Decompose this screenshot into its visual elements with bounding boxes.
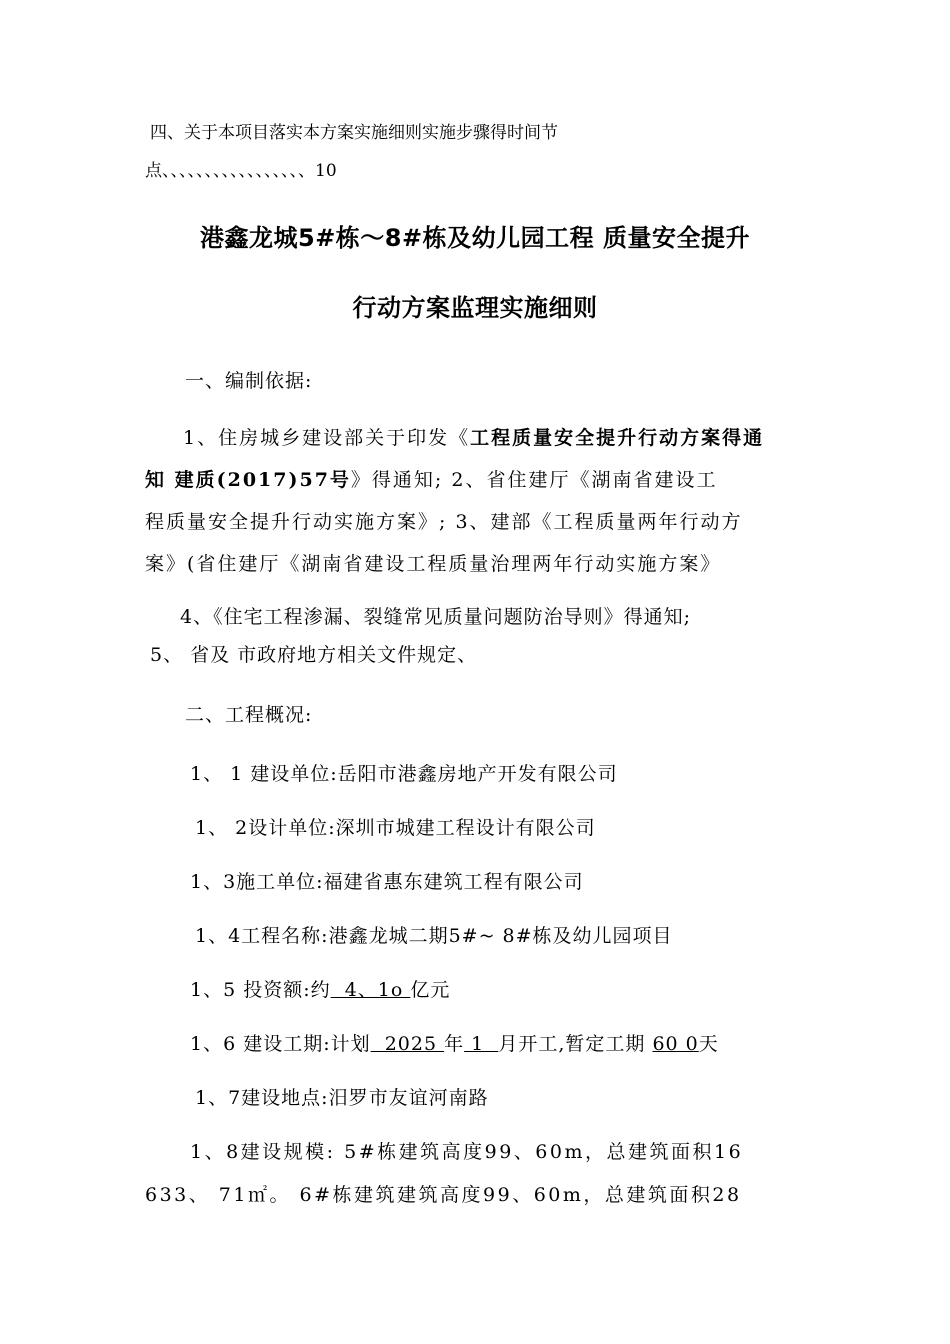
investment-unit: 亿元	[410, 979, 451, 1001]
basis-item-5: 5、 省及 市政府地方相关文件规定、	[150, 644, 478, 666]
document-title-line-2: 行动方案监理实施细则	[352, 294, 598, 322]
section-heading-overview: 二、工程概况:	[185, 704, 313, 726]
period-month: 1	[464, 1033, 499, 1055]
investment-label: 1、5 投资额:约	[190, 979, 331, 1001]
overview-item-scale-line-1: 1、8建设规模: 5#栋建筑高度99、60m，总建筑面积16	[190, 1141, 744, 1163]
overview-item-builder: 1、 1 建设单位:岳阳市港鑫房地产开发有限公司	[190, 763, 618, 785]
period-days-unit: 天	[698, 1033, 719, 1055]
basis-text: 程质量安全提升行动实施方案》; 3、建部《工程质量两年行动方	[145, 511, 743, 533]
overview-item-investment	[190, 975, 450, 1002]
section-heading-basis: 一、编制依据:	[185, 370, 313, 392]
investment-value: 4、1ο	[330, 979, 411, 1001]
period-label: 1、6 建设工期:计划	[190, 1033, 371, 1055]
toc-line-1: 四、关于本项目落实本方案实施细则实施步骤得时间节	[150, 123, 558, 143]
basis-document-number: 知 建质(2017)57号	[145, 469, 351, 491]
overview-item-project-name: 1、4工程名称:港鑫龙城二期5#~ 8#栋及幼儿园项目	[195, 925, 673, 947]
basis-text: 1、住房城乡建设部关于印发《	[183, 427, 471, 449]
overview-item-designer: 1、 2设计单位:深圳市城建工程设计有限公司	[195, 817, 596, 839]
period-days: 60 0	[652, 1033, 699, 1055]
basis-document-title: 工程质量安全提升行动方案得通	[470, 427, 765, 449]
overview-item-period	[190, 1029, 719, 1056]
period-month-unit: 月开工,暂定工期	[498, 1033, 653, 1055]
period-year: 2025	[370, 1033, 445, 1055]
overview-item-location: 1、7建设地点:汨罗市友谊河南路	[195, 1087, 489, 1109]
basis-paragraph	[145, 417, 815, 585]
overview-item-contractor: 1、3施工单位:福建省惠东建筑工程有限公司	[190, 871, 584, 893]
basis-text: 案》(省住建厅《湖南省建设工程质量治理两年行动实施方案》	[145, 553, 722, 575]
overview-item-scale-line-2: 633、 71㎡。 6#栋建筑建筑高度99、60m，总建筑面积28	[145, 1184, 742, 1206]
basis-item-4: 4、《住宅工程渗漏、裂缝常见质量问题防治导则》得通知;	[180, 606, 691, 628]
toc-line-2: 点、、、、、、、、、、、、、、、、、10	[145, 161, 337, 181]
document-title-line-1: 港鑫龙城5#栋～8#栋及幼儿园工程 质量安全提升	[200, 224, 750, 252]
period-year-unit: 年	[444, 1033, 465, 1055]
basis-text: 》得通知; 2、省住建厅《湖南省建设工	[350, 469, 718, 491]
